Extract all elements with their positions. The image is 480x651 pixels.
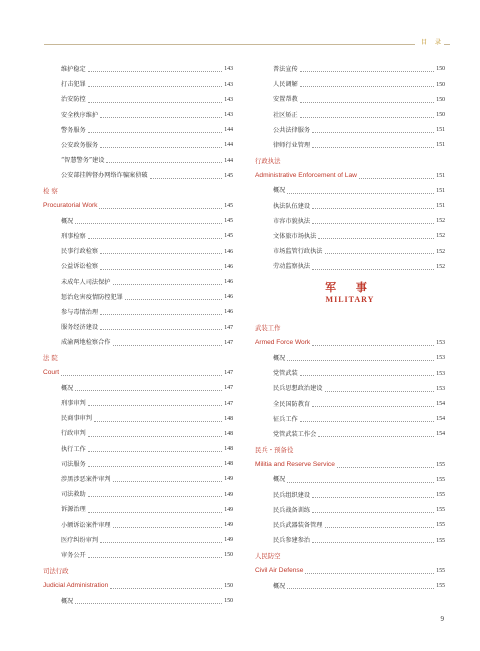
dot-leader bbox=[75, 602, 222, 604]
toc-entry-title: 行政审判 bbox=[61, 430, 86, 438]
toc-entry[interactable] bbox=[43, 104, 233, 119]
toc-page-number: 150 bbox=[224, 582, 233, 589]
dot-leader bbox=[100, 116, 222, 118]
dot-leader bbox=[61, 374, 222, 376]
toc-entry-title: 概况 bbox=[273, 187, 286, 195]
toc-page-number: 144 bbox=[224, 157, 233, 164]
toc-entry-title: 维护稳定 bbox=[61, 65, 86, 73]
dot-leader bbox=[88, 495, 223, 497]
toc-entry-title: 民兵组织建设 bbox=[273, 491, 311, 499]
toc-entry-title: 律师行业管理 bbox=[273, 141, 311, 149]
toc-entry-title: 民兵・预备役 bbox=[255, 445, 294, 454]
toc-entry-title: Procuratorial Work bbox=[43, 202, 98, 210]
toc-page-number: 148 bbox=[224, 461, 233, 468]
toc-page-number: 151 bbox=[436, 127, 445, 134]
toc-entry[interactable] bbox=[43, 468, 233, 483]
toc-page-number: 147 bbox=[224, 324, 233, 331]
toc-entry[interactable] bbox=[255, 362, 445, 377]
dot-leader bbox=[300, 116, 435, 118]
toc-entry-title: 概况 bbox=[61, 384, 74, 392]
toc-entry[interactable] bbox=[43, 590, 233, 605]
toc-section-heading bbox=[255, 438, 445, 453]
dot-leader bbox=[99, 207, 222, 209]
toc-page-number: 153 bbox=[436, 340, 445, 347]
toc-entry[interactable] bbox=[43, 438, 233, 453]
toc-entry-title: 市场监管行政执法 bbox=[273, 248, 323, 256]
toc-entry[interactable] bbox=[255, 469, 445, 484]
toc-entry-title: 市容市貌执法 bbox=[273, 217, 311, 225]
toc-section-heading bbox=[255, 164, 445, 179]
dot-leader bbox=[312, 344, 434, 346]
toc-page-number: 146 bbox=[224, 309, 233, 316]
toc-page-number: 150 bbox=[224, 552, 233, 559]
toc-section-heading bbox=[43, 195, 233, 210]
toc-entry-title: Court bbox=[43, 369, 60, 377]
dot-leader bbox=[312, 541, 434, 543]
dot-leader bbox=[100, 541, 222, 543]
toc-page-number: 150 bbox=[436, 66, 445, 73]
toc-page-number: 150 bbox=[224, 597, 233, 604]
toc-entry-title: 民兵武器装备管理 bbox=[273, 522, 323, 530]
toc-page-number: 143 bbox=[224, 96, 233, 103]
major-section-title-en: MILITARY bbox=[325, 294, 375, 304]
toc-entry-title: 公益诉讼检察 bbox=[61, 263, 99, 271]
toc-entry[interactable] bbox=[255, 575, 445, 590]
toc-entry[interactable] bbox=[255, 484, 445, 499]
toc-page-number: 146 bbox=[224, 279, 233, 286]
toc-entry-title: 社区矫正 bbox=[273, 111, 298, 119]
toc-section-heading bbox=[43, 362, 233, 377]
toc-entry-title: 民兵参建参治 bbox=[273, 537, 311, 545]
toc-page-number: 155 bbox=[436, 537, 445, 544]
dot-leader bbox=[312, 207, 434, 209]
toc-page-number: 145 bbox=[224, 203, 233, 210]
toc-page-number: 144 bbox=[224, 127, 233, 134]
toc-page-number: 146 bbox=[224, 263, 233, 270]
toc-page-number: 155 bbox=[436, 476, 445, 483]
dot-leader bbox=[312, 511, 434, 513]
toc-page-number: 154 bbox=[436, 416, 445, 423]
toc-entry[interactable] bbox=[255, 347, 445, 362]
dot-leader bbox=[287, 481, 434, 483]
toc-entry[interactable] bbox=[43, 58, 233, 73]
toc-entry-title: 安置帮教 bbox=[273, 96, 298, 104]
toc-entry[interactable] bbox=[43, 240, 233, 255]
toc-page-number: 146 bbox=[224, 248, 233, 255]
toc-entry[interactable] bbox=[43, 544, 233, 559]
toc-entry-title: 文体旅市场执法 bbox=[273, 233, 317, 241]
toc-column-left bbox=[43, 58, 233, 605]
toc-entry[interactable] bbox=[255, 255, 445, 270]
toc-entry[interactable] bbox=[43, 392, 233, 407]
dot-leader bbox=[106, 161, 222, 163]
toc-entry-title: 公安部挂牌督办网络诈骗案侦破 bbox=[61, 172, 148, 180]
toc-entry-title: 普法宣传 bbox=[273, 65, 298, 73]
toc-entry-title: 劳动监察执法 bbox=[273, 263, 311, 271]
dot-leader bbox=[287, 359, 434, 361]
toc-entry[interactable] bbox=[43, 423, 233, 438]
running-header: 目 录 bbox=[415, 37, 444, 46]
page-number: 9 bbox=[440, 615, 444, 623]
toc-page-number: 155 bbox=[436, 492, 445, 499]
dot-leader bbox=[113, 480, 223, 482]
toc-entry-title: 武装工作 bbox=[255, 324, 281, 333]
toc-entry[interactable] bbox=[255, 529, 445, 544]
toc-page-number: 147 bbox=[224, 370, 233, 377]
toc-entry-title: 概况 bbox=[273, 476, 286, 484]
toc-section-heading bbox=[255, 560, 445, 575]
toc-page-number: 143 bbox=[224, 66, 233, 73]
toc-section-heading bbox=[43, 559, 233, 574]
toc-entry[interactable] bbox=[43, 407, 233, 422]
toc-entry-title: Judicial Administration bbox=[43, 581, 109, 589]
dot-leader bbox=[287, 587, 434, 589]
toc-entry-title: 惩治危害疫情防控犯罪 bbox=[61, 293, 123, 301]
toc-entry-title: 安全秩序维护 bbox=[61, 111, 99, 119]
toc-entry-title: 概况 bbox=[273, 354, 286, 362]
dot-leader bbox=[113, 526, 223, 528]
toc-section-heading bbox=[255, 332, 445, 347]
toc-entry-title: 审务公开 bbox=[61, 551, 86, 559]
toc-entry[interactable] bbox=[255, 225, 445, 240]
dot-leader bbox=[312, 146, 434, 148]
toc-entry[interactable] bbox=[255, 408, 445, 423]
toc-entry-title: 人民调解 bbox=[273, 81, 298, 89]
toc-entry[interactable] bbox=[43, 210, 233, 225]
toc-entry-title: “智慧警务”建设 bbox=[61, 157, 105, 165]
toc-section-heading bbox=[43, 347, 233, 362]
toc-entry-title: 执法队伍建设 bbox=[273, 202, 311, 210]
dot-leader bbox=[88, 450, 223, 452]
toc-entry-title: 概况 bbox=[61, 217, 74, 225]
toc-entry[interactable] bbox=[43, 134, 233, 149]
toc-entry-title: 征兵工作 bbox=[273, 415, 298, 423]
toc-entry-title: 未成年人司法保护 bbox=[61, 278, 111, 286]
dot-leader bbox=[312, 131, 434, 133]
toc-entry-title: 人民防空 bbox=[255, 552, 281, 561]
toc-entry[interactable] bbox=[43, 255, 233, 270]
toc-entry-title: 民事行政检察 bbox=[61, 248, 99, 256]
toc-page-number: 153 bbox=[436, 385, 445, 392]
dot-leader bbox=[318, 237, 434, 239]
toc-entry-title: 民兵思想政治建设 bbox=[273, 385, 323, 393]
dot-leader bbox=[318, 435, 434, 437]
toc-entry[interactable] bbox=[255, 134, 445, 149]
toc-entry[interactable] bbox=[43, 73, 233, 88]
toc-column-right bbox=[255, 58, 445, 590]
toc-entry[interactable] bbox=[255, 104, 445, 119]
toc-page-number: 150 bbox=[436, 81, 445, 88]
toc-entry[interactable] bbox=[255, 423, 445, 438]
dot-leader bbox=[75, 222, 222, 224]
toc-entry[interactable] bbox=[43, 164, 233, 179]
toc-page-number: 151 bbox=[436, 142, 445, 149]
toc-section-heading bbox=[255, 453, 445, 468]
toc-entry[interactable] bbox=[43, 453, 233, 468]
toc-entry[interactable] bbox=[43, 377, 233, 392]
dot-leader bbox=[88, 237, 223, 239]
toc-page-number: 147 bbox=[224, 385, 233, 392]
dot-leader bbox=[113, 344, 223, 346]
toc-section-heading bbox=[43, 574, 233, 589]
toc-entry-title: 概况 bbox=[61, 597, 74, 605]
toc-page-number: 145 bbox=[224, 233, 233, 240]
toc-page-number: 155 bbox=[436, 507, 445, 514]
dot-leader bbox=[88, 556, 223, 558]
toc-entry[interactable] bbox=[255, 514, 445, 529]
toc-entry[interactable] bbox=[43, 498, 233, 513]
toc-entry[interactable] bbox=[255, 499, 445, 514]
toc-page-number: 152 bbox=[436, 233, 445, 240]
toc-entry-title: 参与毒情治理 bbox=[61, 308, 99, 316]
toc-entry[interactable] bbox=[43, 514, 233, 529]
toc-entry[interactable] bbox=[43, 316, 233, 331]
toc-entry-title: Administrative Enforcement of Law bbox=[255, 171, 357, 179]
dot-leader bbox=[312, 268, 434, 270]
toc-entry[interactable] bbox=[255, 180, 445, 195]
dot-leader bbox=[88, 70, 223, 72]
toc-entry-title: Civil Air Defense bbox=[255, 567, 304, 575]
toc-entry[interactable] bbox=[43, 119, 233, 134]
toc-entry-title: 服务经济建设 bbox=[61, 324, 99, 332]
toc-page-number: 149 bbox=[224, 522, 233, 529]
toc-entry-title: 检 察 bbox=[43, 187, 58, 196]
toc-page-number: 152 bbox=[436, 263, 445, 270]
dot-leader bbox=[113, 283, 223, 285]
toc-entry[interactable] bbox=[43, 301, 233, 316]
toc-entry-title: 行政执法 bbox=[255, 156, 281, 165]
toc-entry-title: 司法服务 bbox=[61, 460, 86, 468]
toc-entry[interactable] bbox=[255, 73, 445, 88]
toc-entry[interactable] bbox=[255, 119, 445, 134]
dot-leader bbox=[88, 101, 223, 103]
toc-page-number: 147 bbox=[224, 339, 233, 346]
toc-page-number: 145 bbox=[224, 172, 233, 179]
toc-entry-title: 公共法律服务 bbox=[273, 126, 311, 134]
dot-leader bbox=[300, 70, 435, 72]
header-rule bbox=[44, 44, 450, 45]
toc-entry[interactable] bbox=[255, 240, 445, 255]
toc-page-number: 149 bbox=[224, 506, 233, 513]
dot-leader bbox=[300, 85, 435, 87]
dot-leader bbox=[312, 222, 434, 224]
toc-entry-title: 法 院 bbox=[43, 354, 58, 363]
toc-page-number: 152 bbox=[436, 218, 445, 225]
toc-entry[interactable] bbox=[255, 195, 445, 210]
dot-leader bbox=[312, 405, 434, 407]
toc-entry-title: 诉源治理 bbox=[61, 506, 86, 514]
dot-leader bbox=[100, 328, 222, 330]
dot-leader bbox=[287, 192, 434, 194]
dot-leader bbox=[110, 587, 222, 589]
toc-section-heading bbox=[43, 180, 233, 195]
toc-entry-title: 治安防控 bbox=[61, 96, 86, 104]
toc-page-number: 149 bbox=[224, 537, 233, 544]
dot-leader bbox=[125, 298, 222, 300]
dot-leader bbox=[88, 131, 223, 133]
toc-section-heading bbox=[255, 317, 445, 332]
toc-page-number: 147 bbox=[224, 400, 233, 407]
toc-entry[interactable] bbox=[255, 393, 445, 408]
toc-page-number: 155 bbox=[436, 461, 445, 468]
toc-entry[interactable] bbox=[255, 88, 445, 103]
toc-page-number: 149 bbox=[224, 491, 233, 498]
dot-leader bbox=[325, 252, 435, 254]
dot-leader bbox=[312, 496, 434, 498]
toc-entry-title: 党管武装工作会 bbox=[273, 430, 317, 438]
dot-leader bbox=[300, 374, 435, 376]
dot-leader bbox=[100, 268, 222, 270]
toc-entry[interactable] bbox=[43, 331, 233, 346]
dot-leader bbox=[100, 252, 222, 254]
dot-leader bbox=[337, 466, 434, 468]
major-section-title-cn: 军 事 bbox=[325, 280, 375, 294]
toc-entry-title: 司法行政 bbox=[43, 566, 69, 575]
toc-entry-title: 概况 bbox=[273, 582, 286, 590]
toc-entry-title: Militia and Reserve Service bbox=[255, 460, 335, 468]
toc-entry[interactable] bbox=[255, 377, 445, 392]
dot-leader bbox=[94, 420, 222, 422]
dot-leader bbox=[305, 572, 434, 574]
toc-page-number: 154 bbox=[436, 400, 445, 407]
toc-entry-title: 医疗纠纷审判 bbox=[61, 536, 99, 544]
toc-entry-title: 成渝两地检察合作 bbox=[61, 339, 111, 347]
toc-page-number: 152 bbox=[436, 248, 445, 255]
toc-page-number: 143 bbox=[224, 111, 233, 118]
toc-page-number: 155 bbox=[436, 522, 445, 529]
toc-entry-title: 小额诉讼案件审理 bbox=[61, 521, 111, 529]
toc-entry-title: 党管武装 bbox=[273, 370, 298, 378]
toc-page-number: 144 bbox=[224, 142, 233, 149]
dot-leader bbox=[100, 146, 222, 148]
dot-leader bbox=[88, 511, 223, 513]
dot-leader bbox=[325, 390, 435, 392]
toc-entry-title: 公安政务服务 bbox=[61, 141, 99, 149]
toc-entry[interactable] bbox=[43, 286, 233, 301]
toc-page-number: 151 bbox=[436, 172, 445, 179]
toc-entry[interactable] bbox=[255, 210, 445, 225]
toc-entry-title: 全民国防教育 bbox=[273, 400, 311, 408]
dot-leader bbox=[325, 526, 435, 528]
dot-leader bbox=[88, 404, 223, 406]
toc-entry[interactable] bbox=[43, 271, 233, 286]
toc-page-number: 154 bbox=[436, 431, 445, 438]
toc-entry-title: 民商事审判 bbox=[61, 415, 92, 423]
dot-leader bbox=[300, 101, 435, 103]
dot-leader bbox=[75, 389, 222, 391]
toc-page-number: 153 bbox=[436, 370, 445, 377]
dot-leader bbox=[300, 420, 435, 422]
toc-page-number: 151 bbox=[436, 203, 445, 210]
toc-entry-title: 司法救助 bbox=[61, 491, 86, 499]
toc-entry-title: 刑事检察 bbox=[61, 233, 86, 241]
dot-leader bbox=[88, 435, 223, 437]
toc-page-number: 155 bbox=[436, 568, 445, 575]
toc-page-number: 143 bbox=[224, 81, 233, 88]
toc-entry-title: Armed Force Work bbox=[255, 339, 311, 347]
toc-entry-title: 刑事审判 bbox=[61, 400, 86, 408]
dot-leader bbox=[359, 177, 434, 179]
toc-entry-title: 涉黑涉恶案件审判 bbox=[61, 476, 111, 484]
toc-entry[interactable] bbox=[43, 88, 233, 103]
toc-page-number: 148 bbox=[224, 430, 233, 437]
toc-page-number: 155 bbox=[436, 583, 445, 590]
toc-section-heading bbox=[255, 544, 445, 559]
toc-page-number: 146 bbox=[224, 294, 233, 301]
toc-entry-title: 执行工作 bbox=[61, 445, 86, 453]
toc-page-number: 150 bbox=[436, 111, 445, 118]
dot-leader bbox=[88, 85, 223, 87]
toc-entry[interactable] bbox=[43, 149, 233, 164]
toc-entry-title: 警务服务 bbox=[61, 126, 86, 134]
toc-page-number: 150 bbox=[436, 96, 445, 103]
toc-entry[interactable] bbox=[43, 529, 233, 544]
dot-leader bbox=[150, 177, 223, 179]
toc-section-heading bbox=[255, 149, 445, 164]
toc-page-number: 149 bbox=[224, 476, 233, 483]
toc-entry[interactable] bbox=[43, 483, 233, 498]
toc-page-number: 148 bbox=[224, 446, 233, 453]
toc-entry[interactable] bbox=[43, 225, 233, 240]
toc-page-number: 153 bbox=[436, 355, 445, 362]
toc-page-number: 151 bbox=[436, 187, 445, 194]
toc-page-number: 148 bbox=[224, 415, 233, 422]
toc-page-number: 145 bbox=[224, 218, 233, 225]
toc-entry[interactable] bbox=[255, 58, 445, 73]
dot-leader bbox=[88, 465, 223, 467]
toc-entry-title: 打击犯罪 bbox=[61, 81, 86, 89]
dot-leader bbox=[100, 313, 222, 315]
toc-entry-title: 民兵战备训练 bbox=[273, 506, 311, 514]
